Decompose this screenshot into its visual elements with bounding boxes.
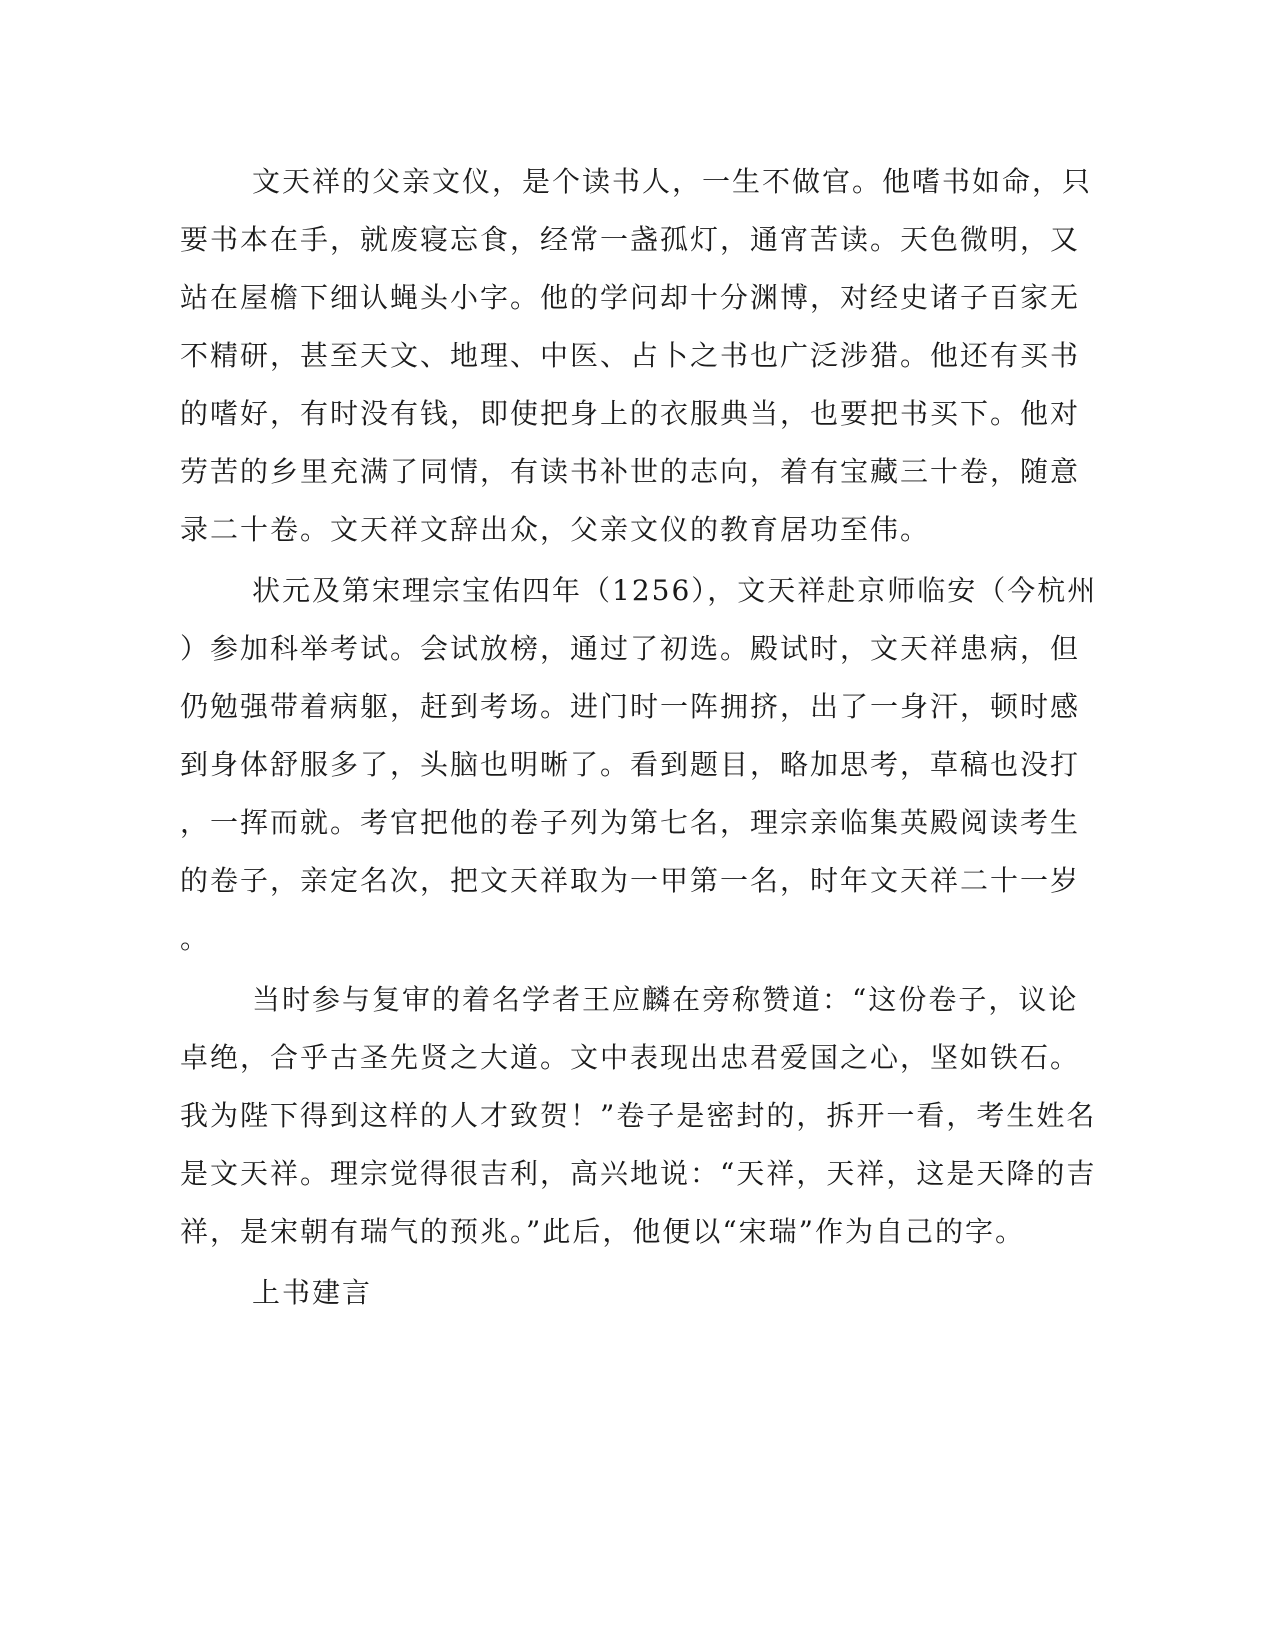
text-line: 录二十卷。文天祥文辞出众，父亲文仪的教育居功至伟。	[180, 513, 931, 546]
text-line: 不精研，甚至天文、地理、中医、占卜之书也广泛涉猎。他还有买书	[180, 339, 1081, 372]
text-line: 仍勉强带着病躯，赶到考场。进门时一阵拥挤，出了一身汗，顿时感	[180, 690, 1081, 723]
text-line: ，一挥而就。考官把他的卷子列为第七名，理宗亲临集英殿阅读考生	[180, 806, 1081, 839]
text-line: 当时参与复审的着名学者王应麟在旁称赞道：“这份卷子，议论	[252, 983, 1079, 1016]
text-line: 文天祥的父亲文仪，是个读书人，一生不做官。他嗜书如命，只	[252, 165, 1093, 198]
text-line: 我为陛下得到这样的人才致贺！”卷子是密封的，拆开一看，考生姓名	[180, 1099, 1097, 1132]
section-heading: 上书建言	[252, 1276, 373, 1309]
text-line: 要书本在手，就废寝忘食，经常一盏孤灯，通宵苦读。天色微明，又	[180, 223, 1081, 256]
text-line: 状元及第宋理宗宝佑四年（1256），文天祥赴京师临安（今杭州	[252, 574, 1098, 607]
text-line: 到身体舒服多了，头脑也明晰了。看到题目，略加思考，草稿也没打	[180, 748, 1081, 781]
text-line: 。	[180, 922, 211, 955]
text-line: 祥，是宋朝有瑞气的预兆。”此后，他便以“宋瑞”作为自己的字。	[180, 1215, 1025, 1248]
text-line: 的嗜好，有时没有钱，即使把身上的衣服典当，也要把书买下。他对	[180, 397, 1081, 430]
text-line: ）参加科举考试。会试放榜，通过了初选。殿试时，文天祥患病，但	[180, 632, 1081, 665]
text-line: 是文天祥。理宗觉得很吉利，高兴地说：“天祥，天祥，这是天降的吉	[180, 1157, 1097, 1190]
text-line: 的卷子，亲定名次，把文天祥取为一甲第一名，时年文天祥二十一岁	[180, 864, 1081, 897]
text-line: 站在屋檐下细认蝇头小字。他的学问却十分渊博，对经史诸子百家无	[180, 281, 1081, 314]
text-line: 劳苦的乡里充满了同情，有读书补世的志向，着有宝藏三十卷，随意	[180, 455, 1081, 488]
text-line: 卓绝，合乎古圣先贤之大道。文中表现出忠君爱国之心，坚如铁石。	[180, 1041, 1081, 1074]
